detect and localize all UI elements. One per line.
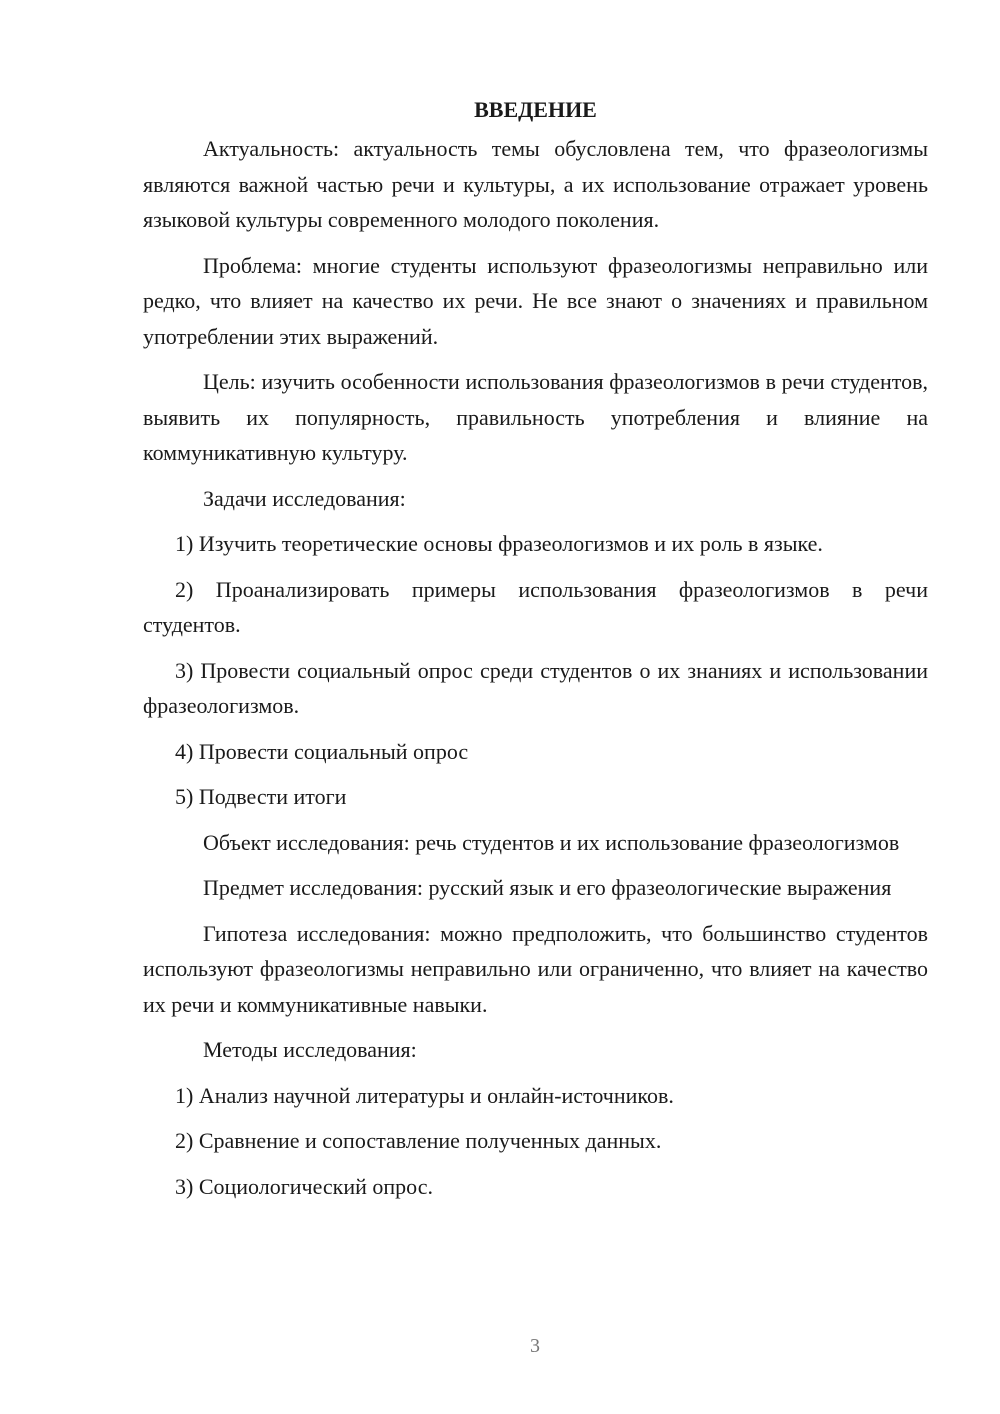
method-item-2: 2) Сравнение и сопоставление полученных данных.	[175, 1128, 662, 1153]
object-paragraph: Объект исследования: речь студентов и их использование фразеологизмов	[203, 829, 900, 855]
page-title: ВВЕДЕНИЕ	[474, 97, 597, 122]
task-item-2: 2) Проанализировать примеры использования фразеологизмов в речи студентов.	[143, 576, 928, 637]
task-item-3: 3) Провести социальный опрос среди студентов о их знаниях и использовании фразеологизмов.	[143, 657, 928, 718]
methods-heading: Методы исследования:	[203, 1037, 417, 1062]
task-item-4: 4) Провести социальный опрос	[175, 738, 469, 764]
subject-paragraph: Предмет исследования: русский язык и его фразеологические выражения	[203, 875, 892, 900]
method-item-3: 3) Социологический опрос.	[175, 1173, 433, 1199]
tasks-heading: Задачи исследования:	[203, 485, 406, 511]
problem-paragraph: Проблема: многие студенты используют фразеологизмы неправильно или редко, что влияет на качество их речи. Не все знают о значениях и правильном употреблении этих выражений.	[143, 252, 928, 349]
method-item-1: 1) Анализ научной литературы и онлайн-источников.	[175, 1082, 674, 1108]
document-page	[143, 92, 928, 1204]
relevance-paragraph: Актуальность: актуальность темы обусловлена тем, что фразеологизмы являются важной частью речи и культуры, а их использование отражает уровень языковой культуры современного молодого поколения.	[143, 136, 928, 232]
task-item-1: 1) Изучить теоретические основы фразеологизмов и их роль в языке.	[175, 531, 823, 556]
task-item-5: 5) Подвести итоги	[175, 784, 347, 809]
page-number: 3	[530, 1335, 540, 1357]
hypothesis-paragraph: Гипотеза исследования: можно предположить, что большинство студентов используют фразеологизмы неправильно или ограниченно, что влияет на качество их речи и коммуникативные навыки.	[143, 920, 928, 1017]
goal-paragraph: Цель: изучить особенности использования фразеологизмов в речи студентов, выявить их популярность, правильность употребления и влияние на коммуникативную культуру.	[143, 369, 928, 465]
